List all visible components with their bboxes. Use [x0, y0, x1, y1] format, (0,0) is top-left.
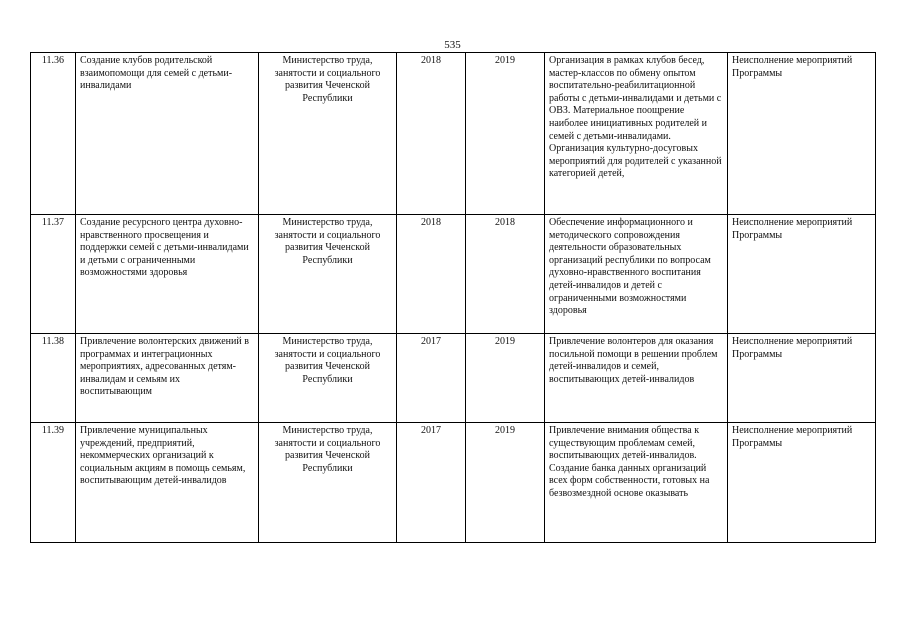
start-year: 2017	[397, 334, 466, 423]
executor: Министерство труда, занятости и социального развития Чеченской Республики	[259, 215, 397, 334]
executor: Министерство труда, занятости и социального развития Чеченской Республики	[259, 53, 397, 215]
row-number: 11.39	[31, 423, 76, 543]
expected-result: Привлечение волонтеров для оказания посильной помощи в решении проблем детей-инвалидов и семей, воспитывающих детей-инвалидов	[545, 334, 728, 423]
executor: Министерство труда, занятости и социального развития Чеченской Республики	[259, 334, 397, 423]
table-row	[31, 423, 876, 543]
start-year: 2018	[397, 215, 466, 334]
risk-consequence: Неисполнение мероприятий Программы	[728, 423, 876, 543]
end-year: 2018	[466, 215, 545, 334]
start-year: 2017	[397, 423, 466, 543]
end-year: 2019	[466, 423, 545, 543]
risk-consequence: Неисполнение мероприятий Программы	[728, 215, 876, 334]
program-table	[30, 52, 876, 543]
row-number: 11.38	[31, 334, 76, 423]
expected-result: Обеспечение информационного и методического сопровождения деятельности образовательных организаций республики по вопросам духовно-нравственного воспитания детей-инвалидов и детей с ограниченными возможностями здоровья	[545, 215, 728, 334]
table-row	[31, 53, 876, 215]
start-year: 2018	[397, 53, 466, 215]
activity-name: Создание клубов родительской взаимопомощи для семей с детьми-инвалидами	[76, 53, 259, 215]
activity-name: Привлечение волонтерских движений в программах и интеграционных мероприятиях, адресованных детям-инвалидам и семьям их воспитывающим	[76, 334, 259, 423]
row-number: 11.37	[31, 215, 76, 334]
expected-result: Организация в рамках клубов бесед, мастер-классов по обмену опытом воспитательно-реабилитационной работы с детьми-инвалидами и детьми с ОВЗ. Материальное поощрение наиболее инициативных родителей и семей с детьми-инвалидами. Организация культурно-досуговых мероприятий для родителей с указанной категорией детей,	[545, 53, 728, 215]
table-row	[31, 215, 876, 334]
page-number: 535	[444, 39, 461, 51]
table-row	[31, 334, 876, 423]
activity-name: Создание ресурсного центра духовно-нравственного просвещения и поддержки семей с детьми-инвалидами и детьми с ограниченными возможностями здоровья	[76, 215, 259, 334]
row-number: 11.36	[31, 53, 76, 215]
activity-name: Привлечение муниципальных учреждений, предприятий, некоммерческих организаций к социальным акциям в помощь семьям, воспитывающим детей-инвалидов	[76, 423, 259, 543]
executor: Министерство труда, занятости и социального развития Чеченской Республики	[259, 423, 397, 543]
end-year: 2019	[466, 334, 545, 423]
risk-consequence: Неисполнение мероприятий Программы	[728, 53, 876, 215]
risk-consequence: Неисполнение мероприятий Программы	[728, 334, 876, 423]
end-year: 2019	[466, 53, 545, 215]
expected-result: Привлечение внимания общества к существующим проблемам семей, воспитывающих детей-инвалидов. Создание банка данных организаций всех форм собственности, готовых на безвозмездной основе оказывать	[545, 423, 728, 543]
